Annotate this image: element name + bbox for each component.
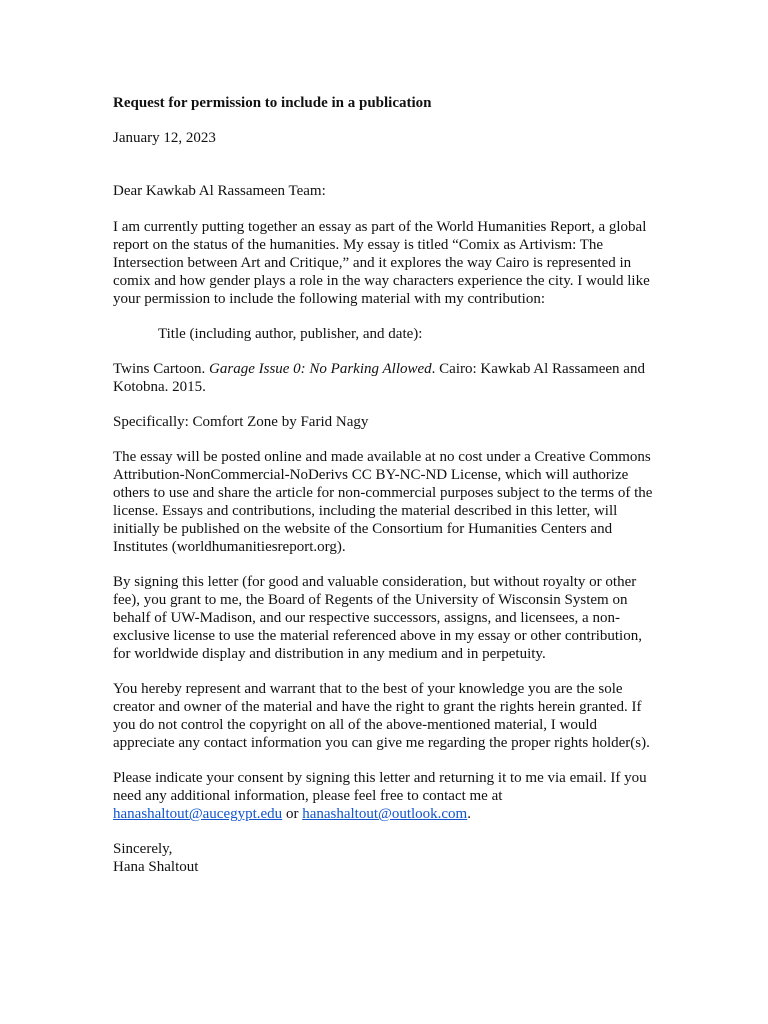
consent-end: . [467,806,471,822]
email-link-outlook[interactable]: hanashaltout@outlook.com [302,806,468,822]
email-link-aucegypt[interactable]: hanashaltout@aucegypt.edu [113,806,283,822]
license-paragraph: The essay will be posted online and made available at no cost under a Creative Commons Attribution-NonCommercial-NoDerivs CC BY-NC-ND License, which will authorize others to use and share the article for non-commercial purposes subject to the terms of the license. Essays and contributions, including the material described in this letter, will initially be published on the website of the Consortium for Humanities Centers and Institutes (worldhumanitiesreport.org). [113,449,653,555]
letter-page [113,94,658,876]
letter-date: January 12, 2023 [113,130,216,146]
warrant-paragraph: You hereby represent and warrant that to the best of your knowledge you are the sole creator and owner of the material and have the right to grant the rights herein granted. If you do not control the copyright on all of the above-mentioned material, I would appreciate any contact information you can give me regarding the proper rights holder(s). [113,681,650,751]
citation-work-title: Garage Issue 0: No Parking Allowed [209,361,432,377]
email-joiner: or [282,806,303,822]
specifically-line: Specifically: Comfort Zone by Farid Nagy [113,414,369,430]
salutation: Dear Kawkab Al Rassameen Team: [113,183,326,199]
title-prompt: Title (including author, publisher, and date): [158,326,423,342]
closing: Sincerely, [113,841,173,857]
citation-suffix: . Cairo: Kawkab Al Rassameen and Kotobna. 2015. [113,361,645,395]
grant-paragraph: By signing this letter (for good and valuable consideration, but without royalty or other fee), you grant to me, the Board of Regents of the University of Wisconsin System on behalf of UW-Madison, and our respective successors, assigns, and licensees, a non-exclusive license to use the material referenced above in my essay or other contribution, for worldwide display and distribution in any medium and in perpetuity. [113,574,642,662]
consent-paragraph [113,769,658,823]
citation-prefix: Twins Cartoon. [113,361,210,377]
consent-text: Please indicate your consent by signing this letter and returning it to me via email. If you need any additional information, please feel free to contact me at [113,770,647,804]
intro-paragraph: I am currently putting together an essay as part of the World Humanities Report, a global report on the status of the humanities. My essay is titled “Comix as Artivism: The Intersection between Art and Critique,” and it explores the way Cairo is represented in comix and how gender plays a role in the way characters experience the city. I would like your permission to include the following material with my contribution: [113,219,650,307]
signature-name: Hana Shaltout [113,859,199,875]
letter-title: Request for permission to include in a publication [113,95,432,111]
citation [113,360,658,396]
